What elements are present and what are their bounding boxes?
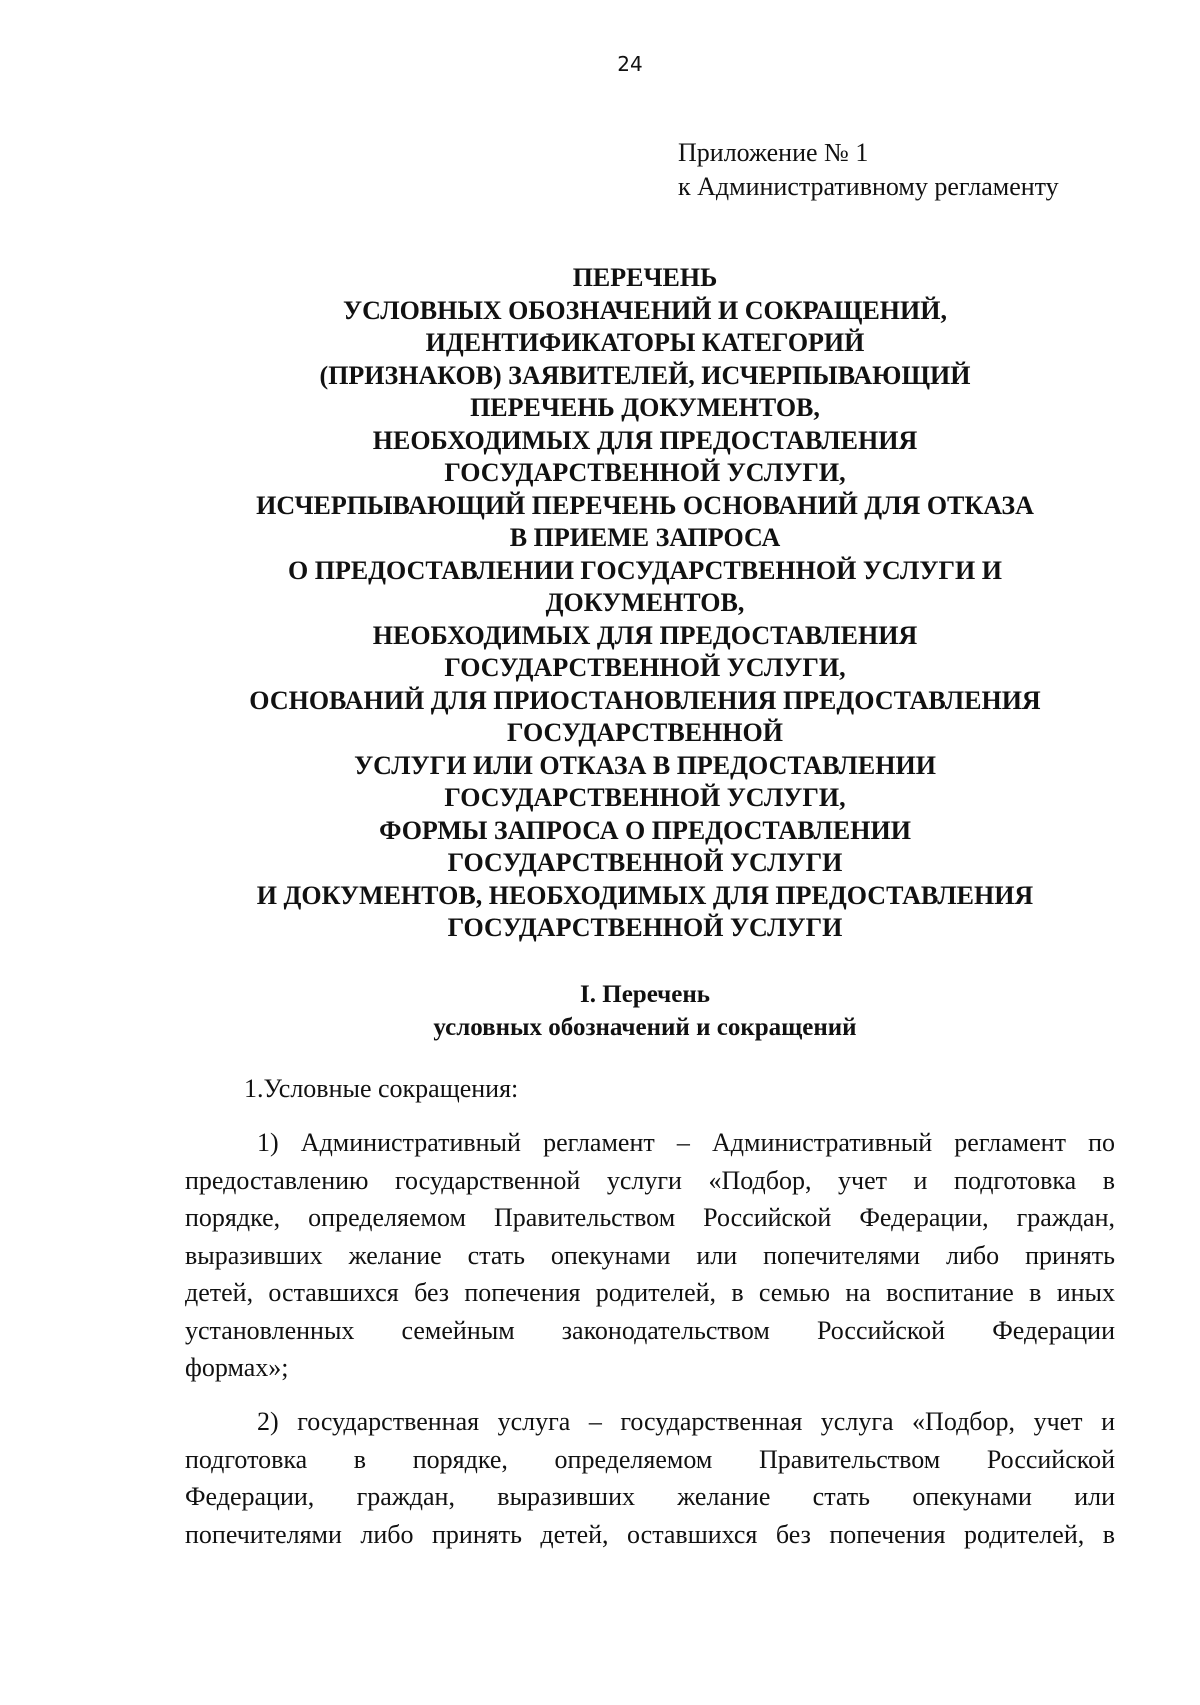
title-line: ФОРМЫ ЗАПРОСА О ПРЕДОСТАВЛЕНИИ (379, 815, 911, 845)
title-line: ГОСУДАРСТВЕННОЙ УСЛУГИ, (444, 458, 846, 487)
section-heading (170, 978, 1120, 1044)
page-number: 24 (617, 52, 643, 76)
title-line: НЕОБХОДИМЫХ ДЛЯ ПРЕДОСТАВЛЕНИЯ (372, 620, 918, 650)
title-line: ГОСУДАРСТВЕННОЙ (507, 718, 783, 747)
title-line: УСЛОВНЫХ ОБОЗНАЧЕНИЙ И СОКРАЩЕНИЙ, (343, 295, 947, 325)
document-title (170, 262, 1120, 945)
paragraph-line: выразивших желание стать опекунами или попечителями либо принять (185, 1240, 1115, 1270)
title-line: ГОСУДАРСТВЕННОЙ УСЛУГИ (447, 913, 843, 942)
paragraph-line: формах»; (185, 1353, 289, 1382)
paragraph-line: установленных семейным законодательством Российской Федерации (185, 1315, 1115, 1345)
title-line: ПЕРЕЧЕНЬ ДОКУМЕНТОВ, (470, 393, 820, 422)
title-line: (ПРИЗНАКОВ) ЗАЯВИТЕЛЕЙ, ИСЧЕРПЫВАЮЩИЙ (319, 360, 971, 390)
title-line: НЕОБХОДИМЫХ ДЛЯ ПРЕДОСТАВЛЕНИЯ (372, 425, 918, 455)
section-number: I. Перечень (580, 981, 710, 1008)
title-line: ПЕРЕЧЕНЬ (572, 263, 718, 292)
paragraph-line: 1) Административный регламент – Административный регламент по (257, 1128, 1115, 1157)
paragraph-line: Федерации, граждан, выразивших желание стать опекунами или (185, 1482, 1115, 1511)
title-line: УСЛУГИ ИЛИ ОТКАЗА В ПРЕДОСТАВЛЕНИИ (354, 750, 936, 780)
paragraph-1 (185, 1124, 1115, 1387)
paragraph-line: подготовка в порядке, определяемом Правительством Российской (185, 1444, 1115, 1474)
appendix-number: Приложение № 1 (678, 138, 869, 167)
title-line: ГОСУДАРСТВЕННОЙ УСЛУГИ, (444, 653, 846, 682)
title-line: В ПРИЕМЕ ЗАПРОСА (509, 523, 781, 552)
title-line: И ДОКУМЕНТОВ, НЕОБХОДИМЫХ ДЛЯ ПРЕДОСТАВЛЕНИЯ (256, 880, 1034, 910)
paragraph-2 (185, 1403, 1115, 1553)
title-line: ИДЕНТИФИКАТОРЫ КАТЕГОРИЙ (425, 328, 865, 357)
paragraph-line: порядке, определяемом Правительством Российской Федерации, граждан, (185, 1203, 1115, 1232)
paragraph-line: детей, оставшихся без попечения родителей, в семью на воспитание в иных (185, 1278, 1115, 1307)
title-line: ГОСУДАРСТВЕННОЙ УСЛУГИ (447, 848, 843, 877)
section-subtitle: условных обозначений и сокращений (433, 1014, 857, 1041)
title-line: ИСЧЕРПЫВАЮЩИЙ ПЕРЕЧЕНЬ ОСНОВАНИЙ ДЛЯ ОТКАЗА (256, 490, 1034, 520)
title-line: О ПРЕДОСТАВЛЕНИИ ГОСУДАРСТВЕННОЙ УСЛУГИ И (288, 555, 1002, 585)
title-line: ДОКУМЕНТОВ, (545, 588, 745, 617)
paragraph-line: предоставлению государственной услуги «Подбор, учет и подготовка в (185, 1165, 1115, 1195)
title-line: ГОСУДАРСТВЕННОЙ УСЛУГИ, (444, 783, 846, 812)
appendix-note (678, 136, 1059, 204)
item-heading: 1.Условные сокращения: (244, 1074, 519, 1103)
paragraph-line: попечителями либо принять детей, оставшихся без попечения родителей, в (185, 1519, 1115, 1549)
appendix-reference: к Административному регламенту (678, 172, 1059, 201)
paragraph-line: 2) государственная услуга – государственная услуга «Подбор, учет и (257, 1407, 1115, 1436)
title-line: ОСНОВАНИЙ ДЛЯ ПРИОСТАНОВЛЕНИЯ ПРЕДОСТАВЛЕНИЯ (249, 685, 1041, 715)
